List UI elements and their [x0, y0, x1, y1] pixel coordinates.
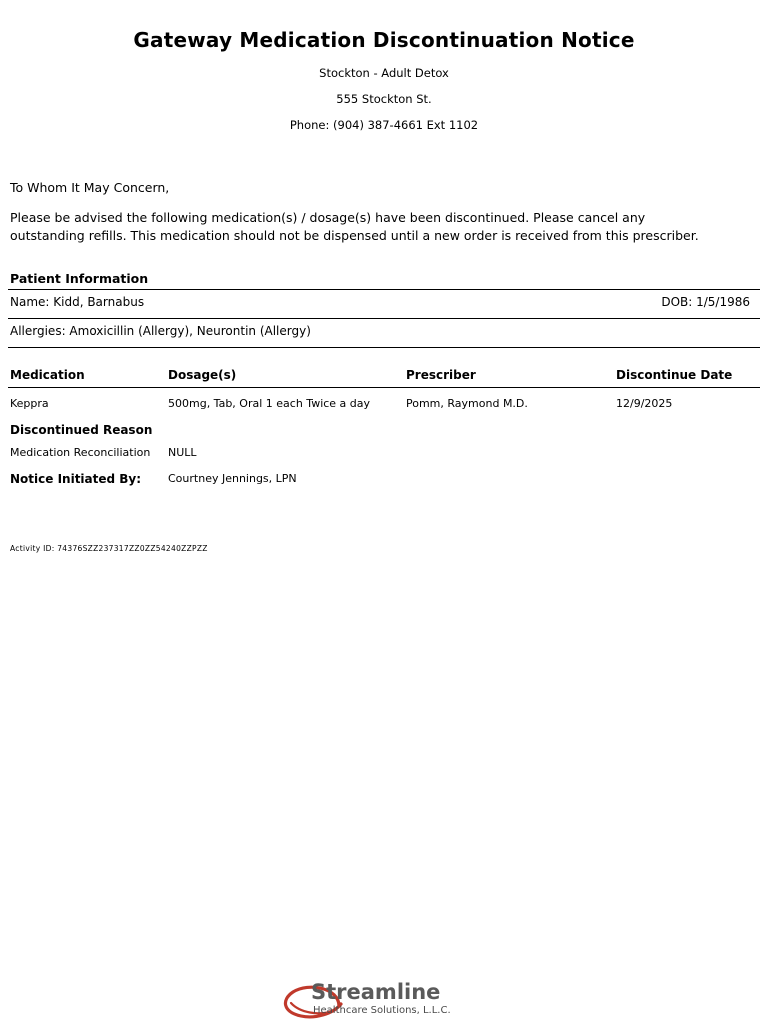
cell-dosage: 500mg, Tab, Oral 1 each Twice a day	[168, 397, 371, 411]
cell-medication: Keppra	[10, 397, 49, 411]
facility-phone: Phone: (904) 387-4661 Ext 1102	[289, 118, 479, 132]
patient-information-heading: Patient Information	[10, 271, 149, 287]
column-header-discontinue-date: Discontinue Date	[616, 368, 733, 383]
discontinued-reason-label: Medication Reconciliation	[10, 446, 151, 460]
logo-tagline: Healthcare Solutions, L.L.C.	[313, 1005, 451, 1016]
salutation: To Whom It May Concern,	[10, 180, 170, 195]
notice-initiated-row	[8, 472, 760, 488]
column-header-medication: Medication	[10, 368, 85, 383]
divider	[8, 387, 760, 388]
patient-dob: DOB: 1/5/1986	[661, 295, 750, 310]
cell-discontinue-date: 12/9/2025	[616, 397, 673, 411]
cell-prescriber: Pomm, Raymond M.D.	[406, 397, 528, 411]
facility-address: 555 Stockton St.	[336, 92, 432, 106]
column-header-dosage: Dosage(s)	[168, 368, 237, 383]
document-page	[0, 28, 768, 1036]
table-row	[8, 397, 760, 413]
company-logo	[279, 976, 489, 1024]
patient-name: Name: Kidd, Barnabus	[10, 295, 145, 310]
patient-allergies-row	[8, 319, 760, 344]
discontinued-reason-row	[8, 446, 760, 462]
footer	[0, 976, 768, 1028]
discontinued-reason-value: NULL	[168, 446, 197, 460]
divider	[8, 347, 760, 348]
column-header-prescriber: Prescriber	[406, 368, 476, 383]
patient-allergies: Allergies: Amoxicillin (Allergy), Neurontin (Allergy)	[10, 324, 311, 339]
logo-name: Streamline	[311, 980, 441, 1004]
page-title: Gateway Medication Discontinuation Notice	[133, 28, 635, 52]
patient-name-row	[8, 290, 760, 315]
medication-table-header	[8, 368, 760, 384]
discontinued-reason-heading: Discontinued Reason	[10, 423, 153, 438]
letter-body: Please be advised the following medication(s) / dosage(s) have been discontinued. Please cancel any outstanding refills. This medication should not be dispensed until a new order is received from this prescriber.	[10, 210, 699, 244]
activity-id: Activity ID: 74376SZZ237317ZZ0ZZ54240ZZPZZ	[10, 544, 208, 554]
facility-name: Stockton - Adult Detox	[319, 66, 449, 80]
notice-initiated-value: Courtney Jennings, LPN	[168, 472, 297, 486]
notice-initiated-label: Notice Initiated By:	[10, 472, 142, 487]
